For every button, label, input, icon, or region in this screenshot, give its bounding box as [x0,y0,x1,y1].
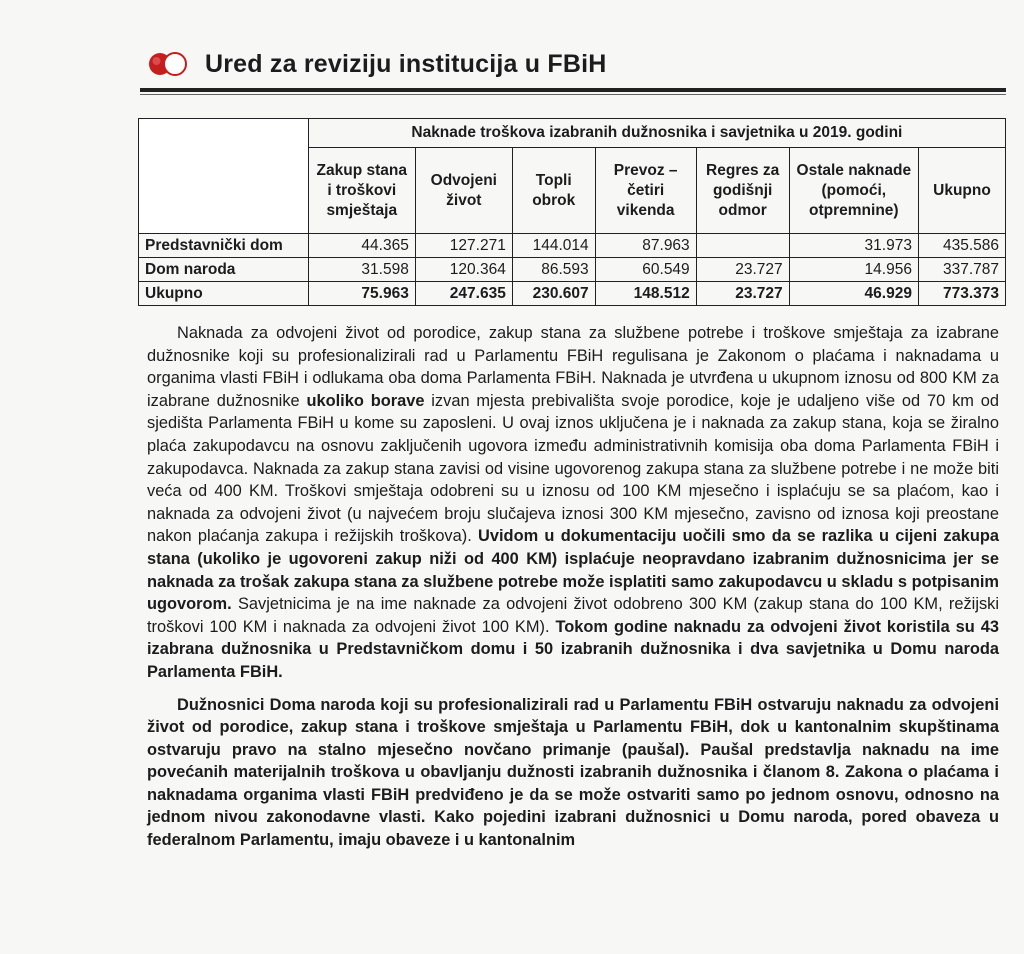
column-header: Prevoz – četiri vikenda [595,148,696,234]
table-cell: 44.365 [308,234,415,258]
header-rule-thin [140,94,1006,95]
table-corner-cell [139,119,309,234]
body-text [147,322,999,852]
text-run: Naknada za odvojeni život od porodice, zakup stana za službene potrebe i troškove smještaja za izabrane dužnosnike koji su profesionalizirali rad u Parlamentu FBiH regulisana je Zakonom o plaćama i naknadama u organima vlasti FBiH i odlukama oba doma Parlamenta FBiH. Naknada je utvrđena u ukupnom iznosu od 800 KM za izabrane dužnosnike [147,324,999,410]
row-label: Predstavnički dom [139,234,309,258]
column-header: Topli obrok [512,148,595,234]
table-cell: 75.963 [308,282,415,306]
table-cell: 60.549 [595,258,696,282]
table-caption: Naknade troškova izabranih dužnosnika i savjetnika u 2019. godini [308,119,1005,148]
compensation-table [138,118,1006,306]
table-cell: 773.373 [918,282,1005,306]
table-cell: 120.364 [415,258,512,282]
table-cell: 247.635 [415,282,512,306]
column-header: Ostale naknade (pomoći, otpremnine) [789,148,918,234]
table-cell: 46.929 [789,282,918,306]
table-row [139,258,1006,282]
header-rule [140,88,1006,92]
table-cell: 435.586 [918,234,1005,258]
table-cell: 337.787 [918,258,1005,282]
table-cell: 31.973 [789,234,918,258]
table-cell [696,234,789,258]
table-cell: 148.512 [595,282,696,306]
table-cell: 86.593 [512,258,595,282]
table-cell: 31.598 [308,258,415,282]
table-cell: 230.607 [512,282,595,306]
text-run: Savjetnicima je na ime naknade za odvojeni život odobreno 300 KM (zakup stana do 100 KM, režijski troškovi 100 KM i naknada za odvojeni život 100 KM). [147,595,999,636]
table-cell: 23.727 [696,258,789,282]
paragraph-1 [147,322,999,684]
table-cell: 23.727 [696,282,789,306]
page-header-title: Ured za reviziju institucija u FBiH [205,50,607,78]
table-row [139,234,1006,258]
table-cell: 127.271 [415,234,512,258]
text-run-bold: Tokom godine naknadu za odvojeni život koristila su 43 izabrana dužnosnika u Predstavničkom domu i 50 izabranih dužnosnika i dva savjetnika u Domu naroda Parlamenta FBiH. [147,617,999,681]
column-header: Ukupno [918,148,1005,234]
table-cell: 87.963 [595,234,696,258]
text-run-bold: ukoliko borave [306,391,425,410]
table-cell: 14.956 [789,258,918,282]
text-run: izvan mjesta prebivališta svoje porodice, koje je udaljeno više od 70 km od sjedišta Parlamenta FBiH u kome su zaposleni. U ovaj iznos uključena je i naknada za zakup stana, koja se žiralno plaća zakupodavcu na osnovu zaključenih ugovora između administrativnih komisija oba doma Parlamenta FBiH i zakupodavca. Naknada za zakup stana zavisi od visine ugovorenog zakupa stana za službene potrebe i ne može biti veća od 400 KM. Troškovi smještaja odobreni su u iznosu od 100 KM mjesečno i isplaćuju se sa plaćom, kao i naknada za odvojeni život (u najvećem broju slučajeva iznosi 300 KM mjesečno, zavisno od iznosa koji preostane nakon plaćanja zakupa i režijskih troškova). [147,391,999,546]
table-row-total [139,282,1006,306]
column-header: Odvojeni život [415,148,512,234]
column-header: Zakup stana i troškovi smještaja [308,148,415,234]
paragraph-2: Dužnosnici Doma naroda koji su profesionalizirali rad u Parlamentu FBiH ostvaruju naknadu za odvojeni život od porodice, zakup stana i troškove smještaja u Parlamentu FBiH, dok u kantonalnim skupštinama ostvaruju pravo na stalno mjesečno novčano primanje (paušal). Paušal predstavlja naknadu na ime povećanih materijalnih troškova u obavljanju dužnosti izabranih dužnosnika i članom 8. Zakona o plaćama i naknadama organima vlasti FBiH predviđeno je da se može ostvariti samo po jednom osnovu, odnosno na jednom nivou zakonodavne vlasti. Kako pojedini izabrani dužnosnici u Domu naroda, pored obaveza u federalnom Parlamentu, imaju obaveze i u kantonalnim [147,695,999,850]
column-header: Regres za godišnji odmor [696,148,789,234]
row-label: Ukupno [139,282,309,306]
row-label: Dom naroda [139,258,309,282]
table-cell: 144.014 [512,234,595,258]
audit-office-logo [146,50,192,78]
text-run-bold: Uvidom u dokumentaciju uočili smo da se razlika u cijeni zakupa stana (ukoliko je ugovoreni zakup niži od 400 KM) isplaćuje neopravdano izabranim dužnosnicima jer se naknada za trošak zakupa stana za službene potrebe može isplatiti samo zakupodavcu u skladu s potpisanim ugovorom. [147,527,999,614]
